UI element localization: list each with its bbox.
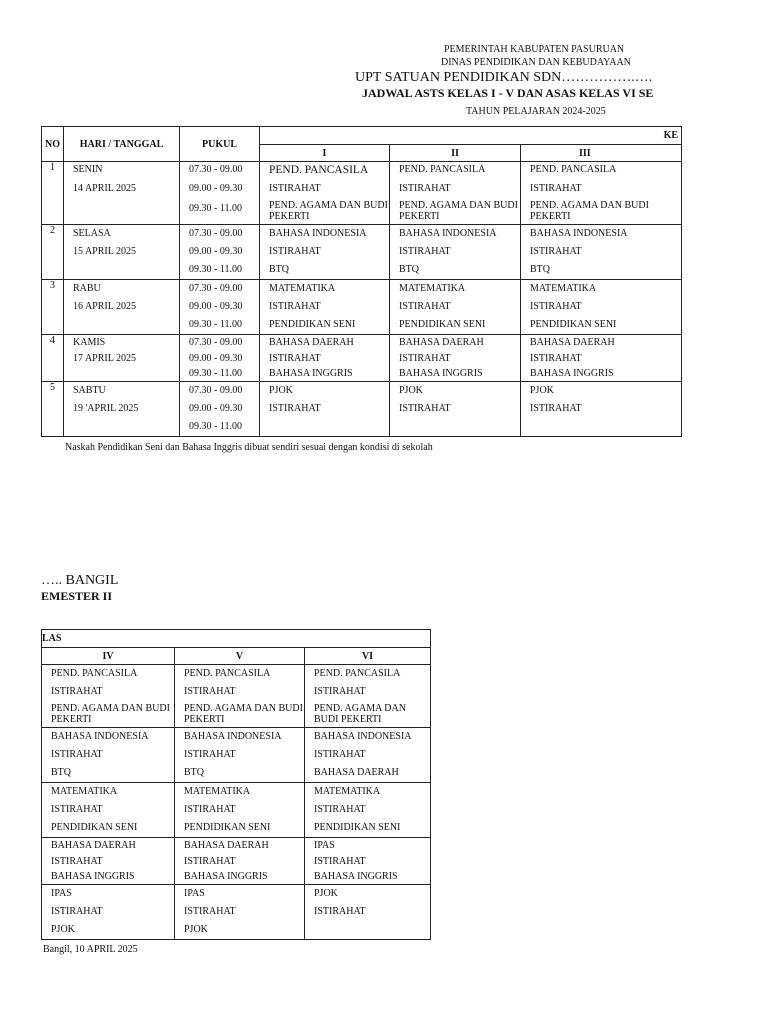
class-II-cell (390, 162, 521, 225)
subject-entry: BTQ (184, 767, 204, 778)
page-right (0, 500, 768, 1024)
class-I-cell (260, 335, 390, 382)
subject-entry: BAHASA INDONESIA (184, 731, 282, 742)
subject-entry: PEND. AGAMA DAN BUDI PEKERTI (184, 703, 303, 725)
day-date-cell (64, 225, 180, 280)
time-slot: 09.00 - 09.30 (189, 246, 243, 257)
class-II-cell (390, 225, 521, 280)
subject-entry: BAHASA DAERAH (51, 840, 136, 851)
time-slot: 07.30 - 09.00 (189, 228, 243, 239)
class-IV-cell (42, 783, 175, 838)
time-slot: 09.30 - 11.00 (189, 264, 242, 275)
subject-entry: PEND. PANCASILA (314, 668, 401, 679)
time-slot: 07.30 - 09.00 (189, 164, 243, 175)
subject-entry: ISTIRAHAT (314, 804, 366, 815)
class-III-cell (521, 162, 682, 225)
header-school: UPT SATUAN PENDIDIKAN SDN…………….…. (355, 70, 653, 85)
subject-entry: ISTIRAHAT (51, 749, 103, 760)
subject-entry: PEND. AGAMA DAN BUDI PEKERTI (269, 200, 388, 222)
header-year: TAHUN PELAJARAN 2024-2025 (466, 106, 606, 117)
class-V-cell (175, 665, 305, 728)
class-V-cell (175, 728, 305, 783)
class-III-cell (521, 335, 682, 382)
subject-entry: BAHASA INDONESIA (314, 731, 412, 742)
class-V-cell (175, 885, 305, 940)
class-III-cell (521, 382, 682, 437)
class-II-cell (390, 280, 521, 335)
subject-entry (260, 418, 389, 436)
subject-entry: ISTIRAHAT (399, 301, 451, 312)
subject-entry: ISTIRAHAT (51, 906, 103, 917)
subject-entry: PEND. PANCASILA (269, 164, 369, 176)
subject-entry: ISTIRAHAT (184, 906, 236, 917)
table-row (42, 838, 431, 885)
table-row (42, 885, 431, 940)
schedule-table-left (41, 126, 682, 437)
subject-entry: BAHASA DAERAH (184, 840, 269, 851)
subject-entry: BTQ (51, 767, 71, 778)
row-number: 5 (42, 382, 64, 437)
subject-entry: PEND. PANCASILA (51, 668, 138, 679)
time-slot: 09.30 - 11.00 (189, 368, 242, 379)
col-no-header: NO (42, 127, 64, 162)
table-row (42, 382, 682, 437)
time-slot: 07.30 - 09.00 (189, 283, 243, 294)
subject-entry: BTQ (269, 264, 289, 275)
time-slot: 07.30 - 09.00 (189, 385, 243, 396)
class-VI-cell (305, 885, 431, 940)
subject-entry: ISTIRAHAT (269, 246, 321, 257)
subject-entry: ISTIRAHAT (269, 301, 321, 312)
day-date: 17 APRIL 2025 (73, 353, 136, 364)
header-title-continued: EMESTER II (41, 589, 113, 603)
class-header-II: II (390, 145, 521, 162)
subject-entry: MATEMATIKA (314, 786, 381, 797)
subject-entry: IPAS (314, 840, 335, 851)
subject-entry: ISTIRAHAT (51, 804, 103, 815)
day-date: 14 APRIL 2025 (73, 183, 136, 194)
class-III-cell (521, 280, 682, 335)
day-name: RABU (73, 283, 101, 294)
class-VI-cell (305, 838, 431, 885)
class-V-cell (175, 838, 305, 885)
subject-entry: BAHASA INDONESIA (269, 228, 367, 239)
time-cell (180, 382, 260, 437)
subject-entry: BTQ (530, 264, 550, 275)
header-department: DINAS PENDIDIKAN DAN KEBUDAYAAN (441, 57, 631, 68)
subject-entry: ISTIRAHAT (399, 403, 451, 414)
subject-entry: ISTIRAHAT (314, 906, 366, 917)
day-name: KAMIS (73, 337, 106, 348)
table-row (42, 783, 431, 838)
class-header-III: III (521, 145, 682, 162)
subject-entry: PJOK (269, 385, 293, 396)
class-V-cell (175, 783, 305, 838)
time-cell (180, 335, 260, 382)
subject-entry: ISTIRAHAT (184, 856, 236, 867)
class-IV-cell (42, 728, 175, 783)
subject-entry: ISTIRAHAT (269, 353, 321, 364)
subject-entry: ISTIRAHAT (530, 301, 582, 312)
subject-entry: PEND. AGAMA DAN BUDI PEKERTI (314, 703, 406, 725)
schedule-table-right (41, 629, 431, 940)
time-cell (180, 280, 260, 335)
time-slot: 09.30 - 11.00 (189, 319, 242, 330)
subject-entry: PENDIDIKAN SENI (314, 822, 401, 833)
row-number: 4 (42, 335, 64, 382)
table-row (42, 162, 682, 225)
subject-entry: ISTIRAHAT (269, 183, 321, 194)
subject-entry: ISTIRAHAT (314, 686, 366, 697)
class-VI-cell (305, 728, 431, 783)
subject-entry (305, 921, 430, 939)
subject-entry: BAHASA DAERAH (399, 337, 484, 348)
time-slot: 09.00 - 09.30 (189, 183, 243, 194)
subject-entry: ISTIRAHAT (184, 686, 236, 697)
time-slot: 09.00 - 09.30 (189, 301, 243, 312)
subject-entry: PJOK (530, 385, 554, 396)
day-date-cell (64, 162, 180, 225)
time-slot: 09.30 - 11.00 (189, 203, 242, 214)
subject-entry: PEND. AGAMA DAN BUDI PEKERTI (530, 200, 649, 222)
time-slot: 07.30 - 09.00 (189, 337, 243, 348)
page-left (0, 0, 679, 500)
class-I-cell (260, 162, 390, 225)
class-header-IV: IV (42, 648, 175, 665)
note-text: Naskah Pendidikan Seni dan Bahasa Inggris dibuat sendiri sesuai dengan kondisi di sekolah (65, 442, 433, 453)
subject-entry: BAHASA DAERAH (530, 337, 615, 348)
subject-entry: MATEMATIKA (269, 283, 336, 294)
subject-entry: BAHASA INDONESIA (530, 228, 628, 239)
class-header-V: V (175, 648, 305, 665)
subject-entry: PEND. PANCASILA (399, 164, 486, 175)
subject-entry: PJOK (399, 385, 423, 396)
subject-entry: BAHASA INGGRIS (314, 871, 398, 882)
subject-entry: MATEMATIKA (184, 786, 251, 797)
subject-entry: PEND. AGAMA DAN BUDI PEKERTI (51, 703, 170, 725)
subject-entry: ISTIRAHAT (51, 686, 103, 697)
class-I-cell (260, 280, 390, 335)
table-row (42, 665, 431, 728)
table-row (42, 728, 431, 783)
col-class-group-header: KE (260, 127, 682, 145)
subject-entry: ISTIRAHAT (399, 183, 451, 194)
subject-entry: BAHASA INDONESIA (399, 228, 497, 239)
subject-entry: PEND. PANCASILA (530, 164, 617, 175)
subject-entry: BAHASA INDONESIA (51, 731, 149, 742)
subject-entry: BAHASA INGGRIS (399, 368, 483, 379)
class-II-cell (390, 335, 521, 382)
subject-entry: PENDIDIKAN SENI (269, 319, 356, 330)
signature-date: Bangil, 10 APRIL 2025 (43, 944, 138, 955)
class-I-cell (260, 382, 390, 437)
day-date: 16 APRIL 2025 (73, 301, 136, 312)
subject-entry: ISTIRAHAT (314, 749, 366, 760)
subject-entry: ISTIRAHAT (399, 353, 451, 364)
day-date: 15 APRIL 2025 (73, 246, 136, 257)
col-day-header: HARI / TANGGAL (64, 127, 180, 162)
day-name: SENIN (73, 164, 103, 175)
subject-entry: PENDIDIKAN SENI (530, 319, 617, 330)
subject-entry: ISTIRAHAT (530, 353, 582, 364)
subject-entry: PEND. PANCASILA (184, 668, 271, 679)
subject-entry (521, 418, 681, 436)
subject-entry: ISTIRAHAT (184, 804, 236, 815)
subject-entry: BAHASA INGGRIS (51, 871, 135, 882)
class-III-cell (521, 225, 682, 280)
class-IV-cell (42, 838, 175, 885)
subject-entry: BAHASA DAERAH (314, 767, 399, 778)
class-VI-cell (305, 783, 431, 838)
subject-entry: BAHASA INGGRIS (184, 871, 268, 882)
day-name: SELASA (73, 228, 111, 239)
col-time-header: PUKUL (180, 127, 260, 162)
subject-entry: ISTIRAHAT (184, 749, 236, 760)
row-number: 3 (42, 280, 64, 335)
subject-entry: PENDIDIKAN SENI (51, 822, 138, 833)
row-number: 1 (42, 162, 64, 225)
class-IV-cell (42, 665, 175, 728)
class-I-cell (260, 225, 390, 280)
subject-entry: ISTIRAHAT (530, 246, 582, 257)
class-VI-cell (305, 665, 431, 728)
subject-entry: ISTIRAHAT (530, 403, 582, 414)
subject-entry: MATEMATIKA (51, 786, 118, 797)
row-number: 2 (42, 225, 64, 280)
header-school-continued: ….. BANGIL (41, 573, 119, 588)
time-slot: 09.00 - 09.30 (189, 403, 243, 414)
time-slot: 09.00 - 09.30 (189, 353, 243, 364)
subject-entry: PEND. AGAMA DAN BUDI PEKERTI (399, 200, 518, 222)
header-government: PEMERINTAH KABUPATEN PASURUAN (444, 44, 625, 55)
subject-entry: ISTIRAHAT (51, 856, 103, 867)
time-cell (180, 225, 260, 280)
subject-entry: PJOK (51, 924, 75, 935)
subject-entry: BAHASA DAERAH (269, 337, 354, 348)
day-date-cell (64, 280, 180, 335)
subject-entry: PJOK (184, 924, 208, 935)
subject-entry: ISTIRAHAT (314, 856, 366, 867)
table-row (42, 225, 682, 280)
col-class-group-header-continued: LAS (42, 630, 431, 648)
subject-entry: ISTIRAHAT (399, 246, 451, 257)
day-date-cell (64, 335, 180, 382)
subject-entry: ISTIRAHAT (530, 183, 582, 194)
subject-entry: MATEMATIKA (399, 283, 466, 294)
table-row (42, 280, 682, 335)
class-header-I: I (260, 145, 390, 162)
subject-entry: PENDIDIKAN SENI (399, 319, 486, 330)
subject-entry: BTQ (399, 264, 419, 275)
subject-entry: MATEMATIKA (530, 283, 597, 294)
class-II-cell (390, 382, 521, 437)
subject-entry: IPAS (184, 888, 205, 899)
subject-entry: IPAS (51, 888, 72, 899)
time-cell (180, 162, 260, 225)
subject-entry: BAHASA INGGRIS (269, 368, 353, 379)
day-name: SABTU (73, 385, 106, 396)
class-header-VI: VI (305, 648, 431, 665)
subject-entry: BAHASA INGGRIS (530, 368, 614, 379)
day-date: 19 'APRIL 2025 (73, 403, 139, 414)
time-slot: 09.30 - 11.00 (189, 421, 242, 432)
class-IV-cell (42, 885, 175, 940)
header-title: JADWAL ASTS KELAS I - V DAN ASAS KELAS VI SE (362, 86, 654, 100)
day-date-cell (64, 382, 180, 437)
subject-entry (390, 418, 520, 436)
subject-entry: ISTIRAHAT (269, 403, 321, 414)
subject-entry: PJOK (314, 888, 338, 899)
table-row (42, 335, 682, 382)
subject-entry: PENDIDIKAN SENI (184, 822, 271, 833)
